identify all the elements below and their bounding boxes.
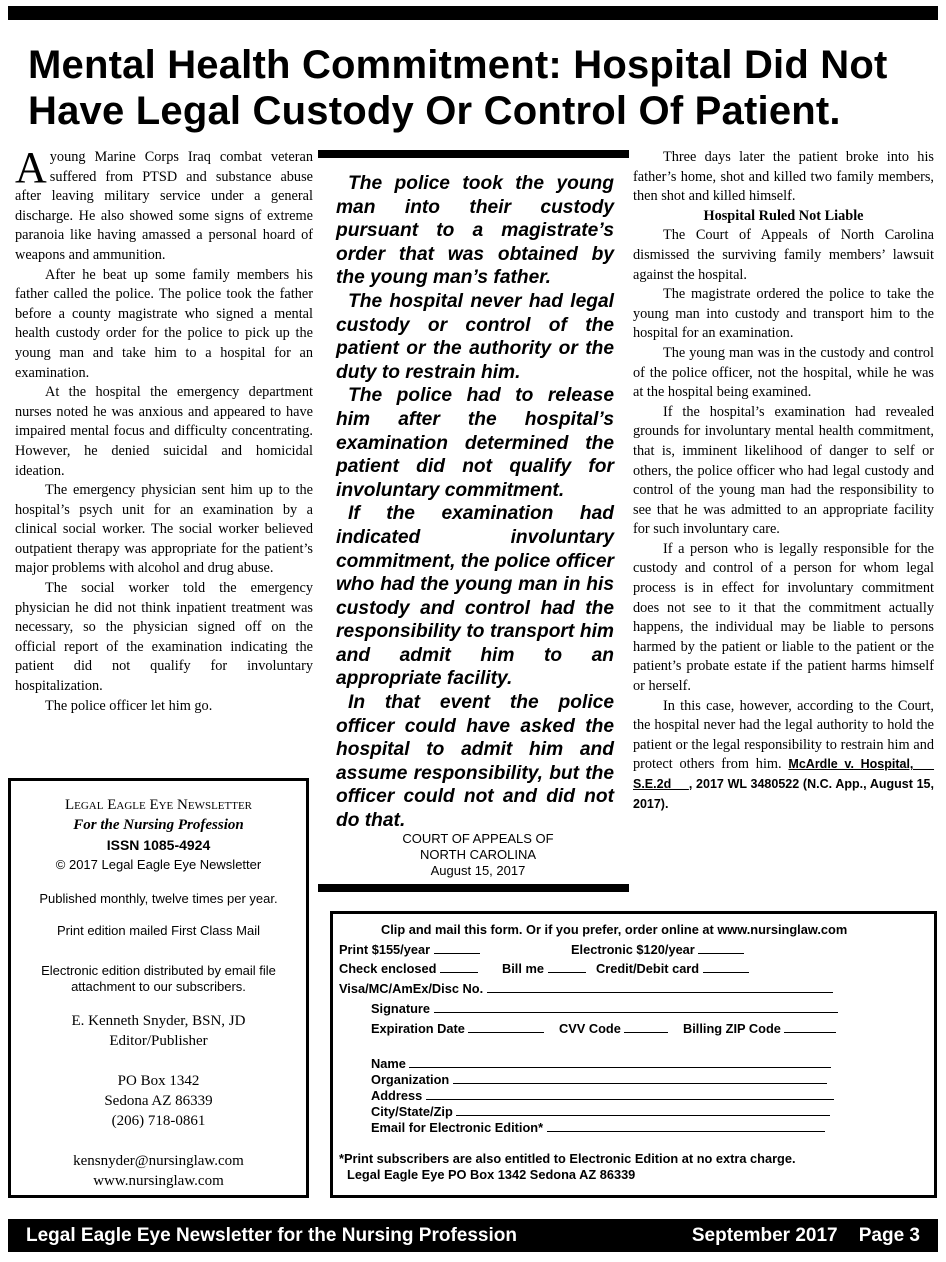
signature-field[interactable]: Signature bbox=[371, 1001, 838, 1017]
credit-card-option[interactable]: Credit/Debit card bbox=[596, 961, 749, 977]
article-paragraph: At the hospital the emergency department nurses noted he was anxious and appeared to have impaired mental focus and difficulty concentrating. However, he denied suicidal and homicidal ideation. bbox=[15, 384, 313, 479]
order-form bbox=[330, 911, 937, 1198]
address-field[interactable]: Address bbox=[371, 1088, 834, 1104]
billing-zip-field[interactable]: Billing ZIP Code bbox=[683, 1021, 836, 1037]
masthead-issn: ISSN 1085-4924 bbox=[106, 837, 211, 853]
section-subhead: Hospital Ruled Not Liable bbox=[703, 207, 864, 224]
pull-quote-paragraph: The police took the young man into their custody pursuant to a magistrate’s order that was obtained by the young man’s father. bbox=[336, 173, 614, 289]
article-paragraph: If a person who is legally responsible for the custody and control of a person for whom legal process is in effect for involuntary commitment does not see to it that the commitment actually happens, the individual may be liable to persons harmed by the patient or liable to the patient or the patient’s probate estate if the patient harms himself or herself. bbox=[633, 540, 934, 695]
footer-date-page: September 2017 Page 3 bbox=[691, 1225, 920, 1246]
masthead-phone: (206) 718-0861 bbox=[111, 1113, 206, 1129]
article-paragraph: Ayoung Marine Corps Iraq combat veteran suffered from PTSD and substance abuse after leaving military service under a general discharge. He also showed some signs of extreme paranoia like having amassed a personal hoard of weapons and ammunition. bbox=[15, 143, 313, 263]
headline-line-1: Mental Health Commitment: Hospital Did Not bbox=[28, 43, 888, 87]
article-paragraph: In this case, however, according to the Court, the hospital never had the legal authority to hold the patient or the legal responsibility to restrain him and protect others from him. McArdle v. Hospital, __ S.E.2d __, 2017 WL 3480522 (N.C. App., August 15, 2017). bbox=[633, 697, 934, 811]
cvv-code-field[interactable]: CVV Code bbox=[559, 1021, 668, 1037]
masthead-email-link[interactable]: kensnyder@nursinglaw.com bbox=[73, 1153, 244, 1169]
masthead-published: Published monthly, twelve times per year. bbox=[39, 891, 278, 906]
email-field[interactable]: Email for Electronic Edition* bbox=[371, 1120, 825, 1136]
article-paragraph: The magistrate ordered the police to take the young man into custody and transport him to the hospital for an examination. bbox=[633, 286, 934, 342]
pull-quote-text bbox=[336, 172, 614, 833]
pull-quote-paragraph: The hospital never had legal custody or control of the patient or the authority or the duty to restrain him. bbox=[336, 290, 614, 383]
pull-quote-paragraph: If the examination had indicated involuntary commitment, the police officer who had the young man in his custody and control had the responsibility to transport him and admit him to an appropriate facility. bbox=[336, 503, 614, 690]
article-right-column bbox=[633, 148, 934, 814]
expiration-date-field[interactable]: Expiration Date bbox=[371, 1021, 544, 1037]
electronic-option[interactable]: Electronic $120/year bbox=[571, 942, 744, 958]
bill-me-option[interactable]: Bill me bbox=[502, 961, 586, 977]
print-option[interactable]: Print $155/year bbox=[339, 942, 480, 958]
masthead-po-box: PO Box 1342 bbox=[117, 1073, 200, 1089]
masthead-city: Sedona AZ 86339 bbox=[104, 1093, 213, 1109]
masthead-print-edition: Print edition mailed First Class Mail bbox=[56, 923, 260, 938]
article-paragraph: After he beat up some family members his father called the police. The police took the father before a county magistrate who signed a mental health custody order for the police to pick up the young man and take him to a hospital for an examination. bbox=[15, 266, 313, 381]
order-form-header: Clip and mail this form. Or if you prefer, order online at www.nursinglaw.com bbox=[381, 922, 848, 937]
footer-bar bbox=[8, 1219, 938, 1252]
masthead-electronic-2: attachment to our subscribers. bbox=[71, 979, 246, 994]
article-left-column bbox=[15, 143, 313, 716]
order-form-footnote: *Print subscribers are also entitled to Electronic Edition at no extra charge. bbox=[339, 1151, 796, 1166]
drop-cap: A bbox=[15, 143, 47, 192]
article-paragraph: The social worker told the emergency physician he did not think inpatient treatment was necessary, so the physician signed off on the official report of the examination indicating the patient did not qualify for involuntary hospitalization. bbox=[15, 580, 313, 695]
case-citation: McArdle v. Hospital, __ S.E.2d __ bbox=[633, 757, 934, 791]
pull-quote-bottom-rule bbox=[318, 884, 629, 892]
order-form-mail-address: Legal Eagle Eye PO Box 1342 Sedona AZ 86339 bbox=[347, 1167, 636, 1182]
masthead-subtitle: For the Nursing Profession bbox=[73, 817, 244, 833]
article-paragraph: The Court of Appeals of North Carolina dismissed the surviving family members’ lawsuit against the hospital. bbox=[633, 227, 934, 283]
article-paragraph: The young man was in the custody and control of the police officer, not the hospital, while he was at the hospital being examined. bbox=[633, 344, 934, 401]
article-paragraph: Three days later the patient broke into his father’s home, shot and killed two family members, then shot and killed himself. bbox=[633, 149, 934, 205]
pull-quote-top-rule bbox=[318, 150, 629, 158]
organization-field[interactable]: Organization bbox=[371, 1072, 827, 1088]
footer-publication: Legal Eagle Eye Newsletter for the Nursing Profession bbox=[26, 1225, 517, 1246]
article-paragraph: The emergency physician sent him up to the hospital’s psych unit for an examination by a clinical social worker. The social worker believed outpatient therapy was appropriate for the patient’s major problems with alcohol and drug abuse. bbox=[15, 482, 313, 577]
article-paragraph: The police officer let him go. bbox=[45, 697, 213, 714]
top-rule bbox=[8, 6, 938, 20]
pull-quote-credit: COURT OF APPEALS OF NORTH CAROLINA August 15, 2017 bbox=[402, 831, 554, 878]
check-enclosed-option[interactable]: Check enclosed bbox=[339, 961, 478, 977]
masthead-title: Legal Eagle Eye Newsletter bbox=[64, 797, 253, 813]
headline-line-2: Have Legal Custody Or Control Of Patient. bbox=[28, 89, 841, 133]
masthead-editor-role: Editor/Publisher bbox=[109, 1033, 208, 1049]
card-number-field[interactable]: Visa/MC/AmEx/Disc No. bbox=[339, 981, 833, 997]
city-state-zip-field[interactable]: City/State/Zip bbox=[371, 1104, 830, 1120]
masthead-electronic-1: Electronic edition distributed by email file bbox=[41, 963, 276, 978]
masthead-box bbox=[8, 778, 309, 1198]
masthead-website-link[interactable]: www.nursinglaw.com bbox=[93, 1173, 224, 1189]
article-paragraph: If the hospital’s examination had revealed grounds for involuntary mental health commitment, that is, imminent likelihood of danger to self or others, the police officer who had legal custody and control of the young man had the responsibility to see that he was admitted to an appropriate facility for such involuntary care. bbox=[633, 403, 934, 538]
case-citation-detail: , 2017 WL 3480522 (N.C. App., August 15, 2017). bbox=[633, 777, 934, 811]
name-field[interactable]: Name bbox=[371, 1056, 831, 1072]
pull-quote-paragraph: The police had to release him after the hospital’s examination determined the patient did not qualify for involuntary commitment. bbox=[336, 385, 614, 501]
pull-quote-paragraph: In that event the police officer could have asked the hospital to admit him and assume responsibility, but the officer could not and did not do that. bbox=[336, 692, 614, 832]
masthead-copyright: © 2017 Legal Eagle Eye Newsletter bbox=[55, 857, 262, 872]
pull-quote-box bbox=[318, 150, 629, 892]
headline bbox=[28, 42, 928, 134]
masthead-editor-name: E. Kenneth Snyder, BSN, JD bbox=[71, 1013, 246, 1029]
